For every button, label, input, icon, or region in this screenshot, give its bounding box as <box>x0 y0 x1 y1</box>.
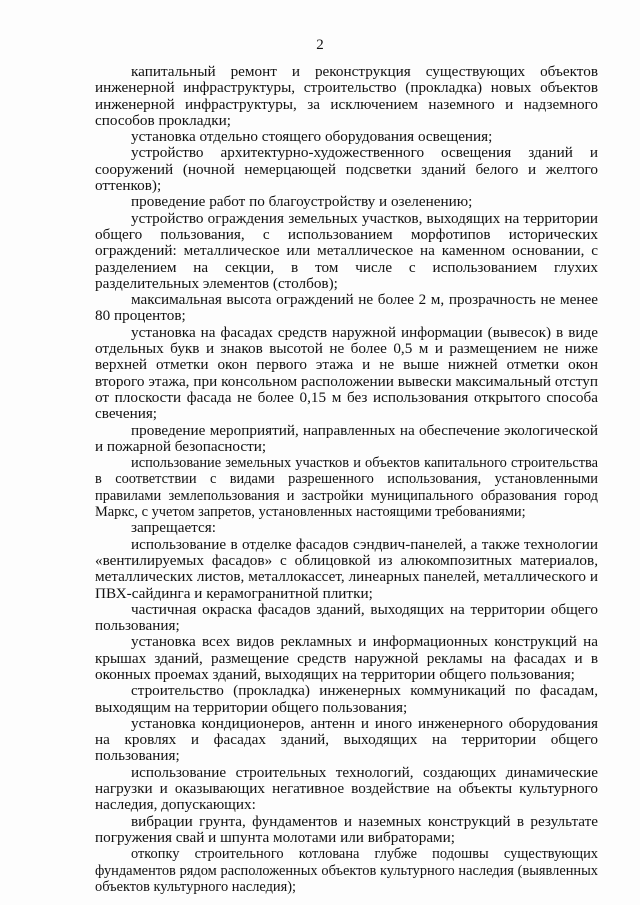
paragraph: капитальный ремонт и реконструкция существующих объектов инженерной инфраструктуры, строительство (прокладка) новых объектов инженерной инфраструктуры, за исключением наземного и надземного способов прокладки; <box>95 63 598 129</box>
paragraph: строительство (прокладка) инженерных коммуникаций по фасадам, выходящим на территории общего пользования; <box>95 682 598 716</box>
document-body <box>95 64 598 895</box>
paragraph: частичная окраска фасадов зданий, выходящих на территории общего пользования; <box>95 600 598 635</box>
paragraph: проведение работ по благоустройству и озеленению; <box>131 193 473 211</box>
paragraph: использование земельных участков и объектов капитального строительства в соответствии с видами разрешенного использования, установленными правилами землепользования и застройки муниципального образования город Маркс, с учетом запретов, установленных настоящими требованиями; <box>95 455 598 521</box>
page-number: 2 <box>316 37 324 53</box>
paragraph: использование в отделке фасадов сэндвич-панелей, а также технологии «вентилируемых фасадов» с облицовкой из алюкомпозитных материалов, металлических листов, металлокассет, линеарных панелей, металлического и ПВХ-сайдинга и керамогранитной плитки; <box>95 535 598 602</box>
paragraph: установка всех видов рекламных и информационных конструкций на крышах зданий, размещение средств наружной рекламы на фасадах и в оконных проемах зданий, выходящих на территории общего пользования; <box>95 633 598 683</box>
paragraph: установка кондиционеров, антенн и иного инженерного оборудования на кровлях и фасадах зданий, выходящих на территории общего пользования; <box>95 714 598 765</box>
paragraph: устройство ограждения земельных участков, выходящих на территории общего пользования, с использованием морфотипов исторических ограждений: металлическое или металлическое на каменном основании, с разделением на секции, в том числе с использованием глухих разделительных элементов (столбов); <box>95 209 598 292</box>
paragraph: установка отдельно стоящего оборудования освещения; <box>131 128 493 146</box>
paragraph: использование строительных технологий, создающих динамические нагрузки и оказывающих негативное воздействие на объекты культурного наследия, допускающих: <box>95 763 598 814</box>
paragraph: запрещается: <box>131 519 216 537</box>
paragraph: устройство архитектурно-художественного освещения зданий и сооружений (ночной немерцающей подсветки зданий белого и желтого оттенков); <box>95 144 598 195</box>
paragraph: вибрации грунта, фундаментов и наземных конструкций в результате погружения свай и шпунта молотами или вибраторами; <box>95 812 598 846</box>
paragraph: максимальная высота ограждений не более 2 м, прозрачность не менее 80 процентов; <box>95 291 598 325</box>
paragraph: проведение мероприятий, направленных на обеспечение экологической и пожарной безопасности; <box>95 421 598 455</box>
paragraph: установка на фасадах средств наружной информации (вывесок) в виде отдельных букв и знаков высотой не более 0,5 м и размещением не ниже верхней отметки окон первого этажа и не выше нижней отметки окон второго этажа, при консольном расположении вывески максимальный отступ от плоскости фасада не более 0,15 м без использования открытого способа свечения; <box>95 323 598 423</box>
paragraph: откопку строительного котлована глубже подошвы существующих фундаментов рядом расположенных объектов культурного наследия (выявленных объектов культурного наследия); <box>95 846 598 895</box>
